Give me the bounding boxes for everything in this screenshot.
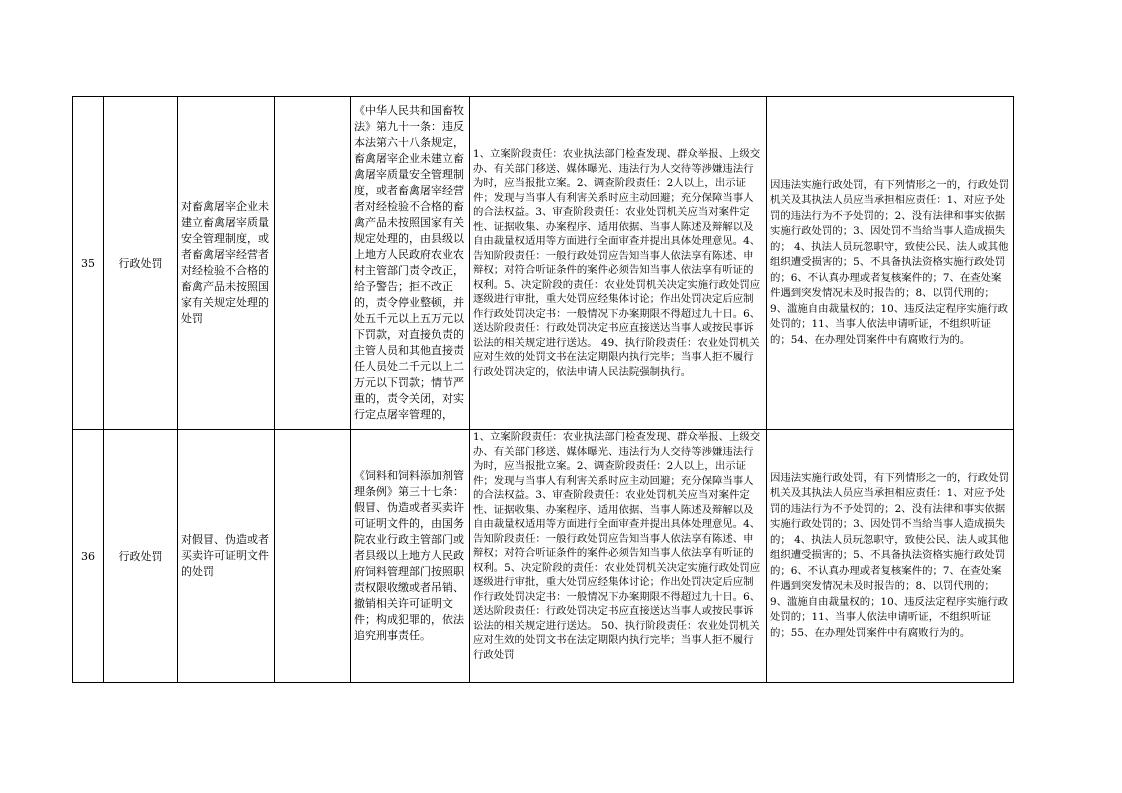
empty-cell	[275, 97, 351, 430]
legal-basis	[351, 430, 470, 683]
power-item-name-text: 对假冒、伪造或者买卖许可证明文件的处罚	[181, 533, 269, 578]
accountability-situations-text: 因违法实施行政处罚，有下列情形之一的，行政处罚机关及其执法人员应当承担相应责任：1、对应予处罚的违法行为不予处罚的；2、没有法律和事实依据实施行政处罚的；3、因处罚不当给当事人造成损失的； 4、执法人员玩忽职守，致使公民、法人或其他组织遭受损害的；5、不具备执法资格实施行政处罚的；6、不认真办理或者复核案件的；7、在查处案件遇到突发情况未及时报告的；8、以罚代刑的；9、滥施自由裁量权的；10、违反法定程序实施行政处罚的；11、当事人依法申请听证，不组织听证的；54、在办理处罚案件中有腐败行为的。	[770, 178, 1009, 346]
row-number	[73, 97, 104, 430]
legal-basis-text: 《饲料和饲料添加剂管理条例》第三十七条：假冒、伪造或者买卖许可证明文件的，由国务院农业行政主管部门或者县级以上地方人民政府饲料管理部门按照职责权限收缴或者吊销、撤销相关许可证明文件；构成犯罪的，依法追究刑事责任。	[354, 469, 464, 642]
accountability-situations	[767, 430, 1014, 683]
power-item-name	[178, 430, 275, 683]
power-type-text: 行政处罚	[118, 550, 163, 563]
table-row	[73, 430, 1014, 683]
power-type	[104, 430, 178, 683]
responsibility-items-text: 1、立案阶段责任：农业执法部门检查发现、群众举报、上级交办、有关部门移送、媒体曝光、违法行为人交待等涉嫌违法行为时，应当报批立案。2、调查阶段责任：2人以上，出示证件；发现与当事人有利害关系时应主动回避；充分保障当事人的合法权益。3、审查阶段责任：农业处罚机关应当对案件定性、证据收集、办案程序、适用依据、当事人陈述及辩解以及自由裁量权适用等方面进行全面审查并提出具体处理意见。4、告知阶段责任：一般行政处罚应告知当事人依法享有陈述、申辩权；对符合听证条件的案件必须告知当事人依法享有听证的权利。5、决定阶段的责任：农业处罚机关决定实施行政处罚应逐级进行审批，重大处罚应经集体讨论；作出处罚决定后应制作行政处罚决定书：一般情况下办案期限不得超过九十日。6、送达阶段责任：行政处罚决定书应直接送达当事人或按民事诉讼法的相关规定进行送达。 50、执行阶段责任：农业处罚机关应对生效的处罚文书在法定期限内执行完毕；当事人拒不履行行政处罚	[473, 431, 761, 661]
power-list-table	[72, 96, 1014, 683]
empty-cell	[275, 430, 351, 683]
legal-basis	[351, 97, 470, 430]
responsibility-items	[470, 97, 767, 430]
table-row	[73, 97, 1014, 430]
row-number-text: 36	[81, 549, 95, 563]
power-type-text: 行政处罚	[118, 257, 163, 270]
power-type	[104, 97, 178, 430]
row-number-text: 35	[81, 256, 95, 270]
power-item-name-text: 对畜禽屠宰企业未建立畜禽屠宰质量安全管理制度，或者畜禽屠宰经营者对经检验不合格的畜禽产品未按照国家有关规定处理的处罚	[181, 200, 269, 325]
power-item-name	[178, 97, 275, 430]
responsibility-items-text: 1、立案阶段责任：农业执法部门检查发现、群众举报、上级交办、有关部门移送、媒体曝光、违法行为人交待等涉嫌违法行为时，应当报批立案。2、调查阶段责任：2人以上，出示证件；发现与当事人有利害关系时应主动回避；充分保障当事人的合法权益。3、审查阶段责任：农业处罚机关应当对案件定性、证据收集、办案程序、适用依据、当事人陈述及辩解以及自由裁量权适用等方面进行全面审查并提出具体处理意见。4、告知阶段责任：一般行政处罚应告知当事人依法享有陈述、申辩权；对符合听证条件的案件必须告知当事人依法享有听证的权利。5、决定阶段的责任：农业处罚机关决定实施行政处罚应逐级进行审批，重大处罚应经集体讨论；作出处罚决定后应制作行政处罚决定书：一般情况下办案期限不得超过九十日。6、送达阶段责任：行政处罚决定书应直接送达当事人或按民事诉讼法的相关规定进行送达。 49、执行阶段责任：农业处罚机关应对生效的处罚文书在法定期限内执行完毕；当事人拒不履行行政处罚决定的，依法申请人民法院强制执行。	[473, 148, 761, 378]
accountability-situations-text: 因违法实施行政处罚，有下列情形之一的，行政处罚机关及其执法人员应当承担相应责任：1、对应予处罚的违法行为不予处罚的；2、没有法律和事实依据实施行政处罚的；3、因处罚不当给当事人造成损失的； 4、执法人员玩忽职守，致使公民、法人或其他组织遭受损害的；5、不具备执法资格实施行政处罚的；6、不认真办理或者复核案件的；7、在查处案件遇到突发情况未及时报告的；8、以罚代刑的；9、滥施自由裁量权的；10、违反法定程序实施行政处罚的；11、当事人依法申请听证，不组织听证的；55、在办理处罚案件中有腐败行为的。	[770, 471, 1009, 639]
row-number	[73, 430, 104, 683]
accountability-situations	[767, 97, 1014, 430]
legal-basis-text: 《中华人民共和国畜牧法》第九十一条：违反本法第六十八条规定，畜禽屠宰企业未建立畜禽屠宰质量安全管理制度，或者畜禽屠宰经营者对经检验不合格的畜禽产品未按照国家有关规定处理的，由县级以上地方人民政府农业农村主管部门责令改正，给予警告；拒不改正的，责令停业整顿，并处五千元以上五万元以下罚款，对直接负责的主管人员和其他直接责任人员处二千元以上二万元以下罚款；情节严重的，责令关闭，对实行定点屠宰管理的，	[354, 104, 464, 421]
responsibility-items	[470, 430, 767, 683]
